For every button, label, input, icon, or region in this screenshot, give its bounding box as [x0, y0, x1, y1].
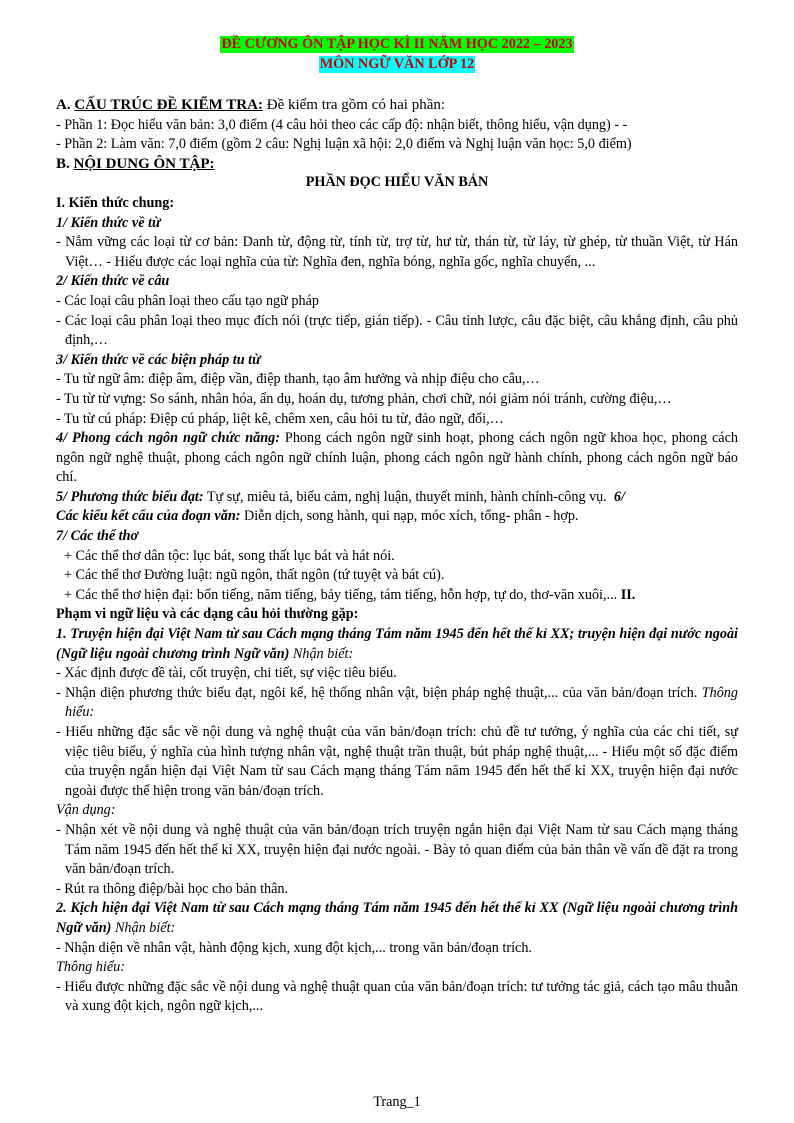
modern-story-item-2 — [56, 684, 738, 723]
section-a-part2: - Phần 2: Làm văn: 7,0 điểm (gồm 2 câu: Nghị luận xã hội: 2,0 điểm và Nghị luận văn học: 5,0 điểm) — [56, 136, 632, 153]
section-a-part1: - Phần 1: Đọc hiểu văn bản: 3,0 điểm (4 câu hỏi theo các cấp độ: nhận biết, thông hiểu, vận dụng) - - — [56, 116, 628, 133]
modern-story-item-3: - Hiểu những đặc sắc về nội dung và nghệ thuật của văn bản/đoạn trích: chủ đề tư tưởng, ý nghĩa của các chi tiết, sự việc tiêu biểu, ý nghĩa của hình tượng nhân vật, nghệ thuật trần thuật, bút pháp nghệ thuật,... - Hiểu một số đặc điểm của truyện ngắn hiện đại Việt Nam từ sau Cách mạng tháng Tám năm 1945 đến hết thế kỉ XX, truyện hiện đại nước ngoài được thể hiện trong văn bản/đoạn trích. — [56, 724, 738, 799]
page-footer: Trang_1 — [373, 1094, 421, 1110]
paragraph-structure-text: Diễn dịch, song hành, qui nạp, móc xích, tổng- phân - hợp. — [240, 508, 579, 525]
modern-story-understand-label: Thông hiểu: — [65, 684, 738, 721]
section-ii-number: II. — [620, 586, 636, 603]
title-line-1: ĐỀ CƯƠNG ÔN TẬP HỌC KÌ II NĂM HỌC 2022 – 2023 — [221, 36, 573, 52]
section-a-title: CẤU TRÚC ĐỀ KIỂM TRA: — [74, 97, 263, 113]
modern-story-apply-label: Vận dụng: — [56, 802, 116, 819]
modern-story-item-2-text: - Nhận diện phương thức biểu đạt, ngôi kể, hệ thống nhân vật, biện pháp nghệ thuật,... của văn bản/đoạn trích. — [56, 684, 698, 701]
title-line-2: MÔN NGỮ VĂN LỚP 12 — [319, 56, 475, 72]
word-knowledge-title: 1/ Kiến thức về từ — [56, 214, 161, 231]
scope-heading: Phạm vi ngữ liệu và các dạng câu hỏi thường gặp: — [56, 606, 359, 623]
rhetoric-item-2: - Tu từ từ vựng: So sánh, nhân hóa, ẩn dụ, hoán dụ, tương phản, chơi chữ, nói giảm nói tránh, cường điệu,… — [56, 390, 672, 407]
document-title — [56, 34, 738, 74]
poetry-forms-item-3-text: + Các thể thơ hiện đại: bốn tiếng, năm tiếng, bảy tiếng, tám tiếng, hỗn hợp, tự do, thơ-văn xuôi,... — [64, 586, 618, 603]
language-style-text: Phong cách ngôn ngữ sinh hoạt, phong cách ngôn ngữ khoa học, phong cách ngôn ngữ nghệ thuật, phong cách ngôn ngữ chính luận, phong cách ngôn ngữ hành chính, phong cách ngôn ngữ báo chí. — [56, 430, 738, 486]
section-a-heading — [56, 96, 738, 116]
modern-drama-understand-label: Thông hiểu: — [56, 959, 125, 976]
language-style-title: 4/ Phong cách ngôn ngữ chức năng: — [56, 430, 280, 447]
paragraph-structure-title: Các kiểu kết cấu của đoạn văn: — [56, 508, 241, 525]
spacer — [56, 74, 738, 96]
modern-drama-title: 2. Kịch hiện đại Việt Nam từ sau Cách mạng tháng Tám năm 1945 đến hết thế kỉ XX (Ngữ liệu ngoài chương trình Ngữ văn) — [56, 900, 738, 936]
expression-mode-title: 5/ Phương thức biểu đạt: — [56, 488, 204, 505]
modern-drama-recognize-label: Nhận biết: — [111, 919, 176, 936]
modern-story-title: 1. Truyện hiện đại Việt Nam từ sau Cách mạng tháng Tám năm 1945 đến hết thế kỉ XX; truyện hiện đại nước ngoài (Ngữ liệu ngoài chương trình Ngữ văn) — [56, 626, 738, 662]
word-knowledge-item: - Nắm vững các loại từ cơ bản: Danh từ, động từ, tính từ, trợ từ, hư từ, thán từ, từ láy, từ ghép, từ thuần Việt, từ Hán Việt… - Hiểu được các loại nghĩa của từ: Nghĩa đen, nghĩa bóng, nghĩa gốc, nghĩa chuyển, ... — [56, 234, 738, 270]
sentence-knowledge-item-1: - Các loại câu phân loại theo cấu tạo ngữ pháp — [56, 292, 319, 309]
modern-drama-item-1: - Nhận diện về nhân vật, hành động kịch, xung đột kịch,... trong văn bản/đoạn trích. — [56, 939, 532, 956]
sentence-knowledge-item-2: - Các loại câu phân loại theo mục đích nói (trực tiếp, gián tiếp). - Câu tỉnh lược, câu đặc biệt, câu khẳng định, câu phủ định,… — [56, 312, 738, 349]
knowledge-heading: I. Kiến thức chung: — [56, 194, 175, 211]
rhetoric-item-3: - Tu từ cú pháp: Điệp cú pháp, liệt kê, chêm xen, câu hỏi tu từ, đảo ngữ, đối,… — [56, 410, 504, 427]
modern-story-item-4: - Nhận xét về nội dung và nghệ thuật của văn bản/đoạn trích truyện ngắn hiện đại Việt Nam từ sau Cách mạng tháng Tám năm 1945 đến hết thế kỉ XX, truyện hiện đại nước ngoài. - Bày tỏ quan điểm của bản thân về vấn đề đặt ra trong văn bản/đoạn trích. — [56, 821, 738, 878]
modern-story-item-5: - Rút ra thông điệp/bài học cho bản thân. — [56, 880, 289, 897]
poetry-forms-title: 7/ Các thể thơ — [56, 528, 139, 545]
rhetoric-item-1: - Tu từ ngữ âm: điệp âm, điệp vần, điệp thanh, tạo âm hưởng và nhịp điệu cho câu,… — [56, 371, 540, 388]
language-style-paragraph — [56, 429, 738, 488]
modern-story-title-paragraph — [56, 625, 738, 664]
expression-mode-text: Tự sự, miêu tả, biểu cảm, nghị luận, thuyết minh, hành chính-công vụ. — [203, 488, 607, 505]
paragraph-structure-number: 6/ — [613, 488, 625, 505]
sentence-knowledge-title: 2/ Kiến thức về câu — [56, 273, 170, 290]
modern-drama-title-paragraph — [56, 899, 738, 938]
poetry-forms-item-1: + Các thể thơ dân tộc: lục bát, song thất lục bát và hát nói. — [64, 547, 395, 564]
modern-drama-item-2: - Hiểu được những đặc sắc về nội dung và nghệ thuật quan của văn bản/đoạn trích: tư tưởng tác giả, cách tạo mâu thuẫn và xung đột kịch, ngôn ngữ kịch,... — [56, 978, 738, 1015]
rhetoric-title: 3/ Kiến thức về các biện pháp tu từ — [56, 351, 261, 368]
section-b-title: NỘI DUNG ÔN TẬP: — [73, 155, 215, 172]
document-page — [56, 34, 738, 1017]
expression-mode-paragraph — [56, 488, 738, 527]
poetry-forms-item-2: + Các thể thơ Đường luật: ngũ ngôn, thất ngôn (tứ tuyệt và bát cú). — [64, 567, 445, 584]
poetry-forms-item-3 — [56, 586, 738, 606]
section-b-prefix: B. — [56, 155, 74, 172]
section-b-heading — [56, 155, 738, 175]
reading-section-title: PHẦN ĐỌC HIỂU VĂN BẢN — [305, 174, 489, 191]
section-a-intro: Đề kiểm tra gồm có hai phần: — [262, 97, 446, 113]
modern-story-recognize-label: Nhận biết: — [289, 645, 354, 662]
section-a-prefix: A. — [56, 97, 75, 113]
modern-story-item-1: - Xác định được đề tài, cốt truyện, chi tiết, sự việc tiêu biểu. — [56, 665, 397, 682]
